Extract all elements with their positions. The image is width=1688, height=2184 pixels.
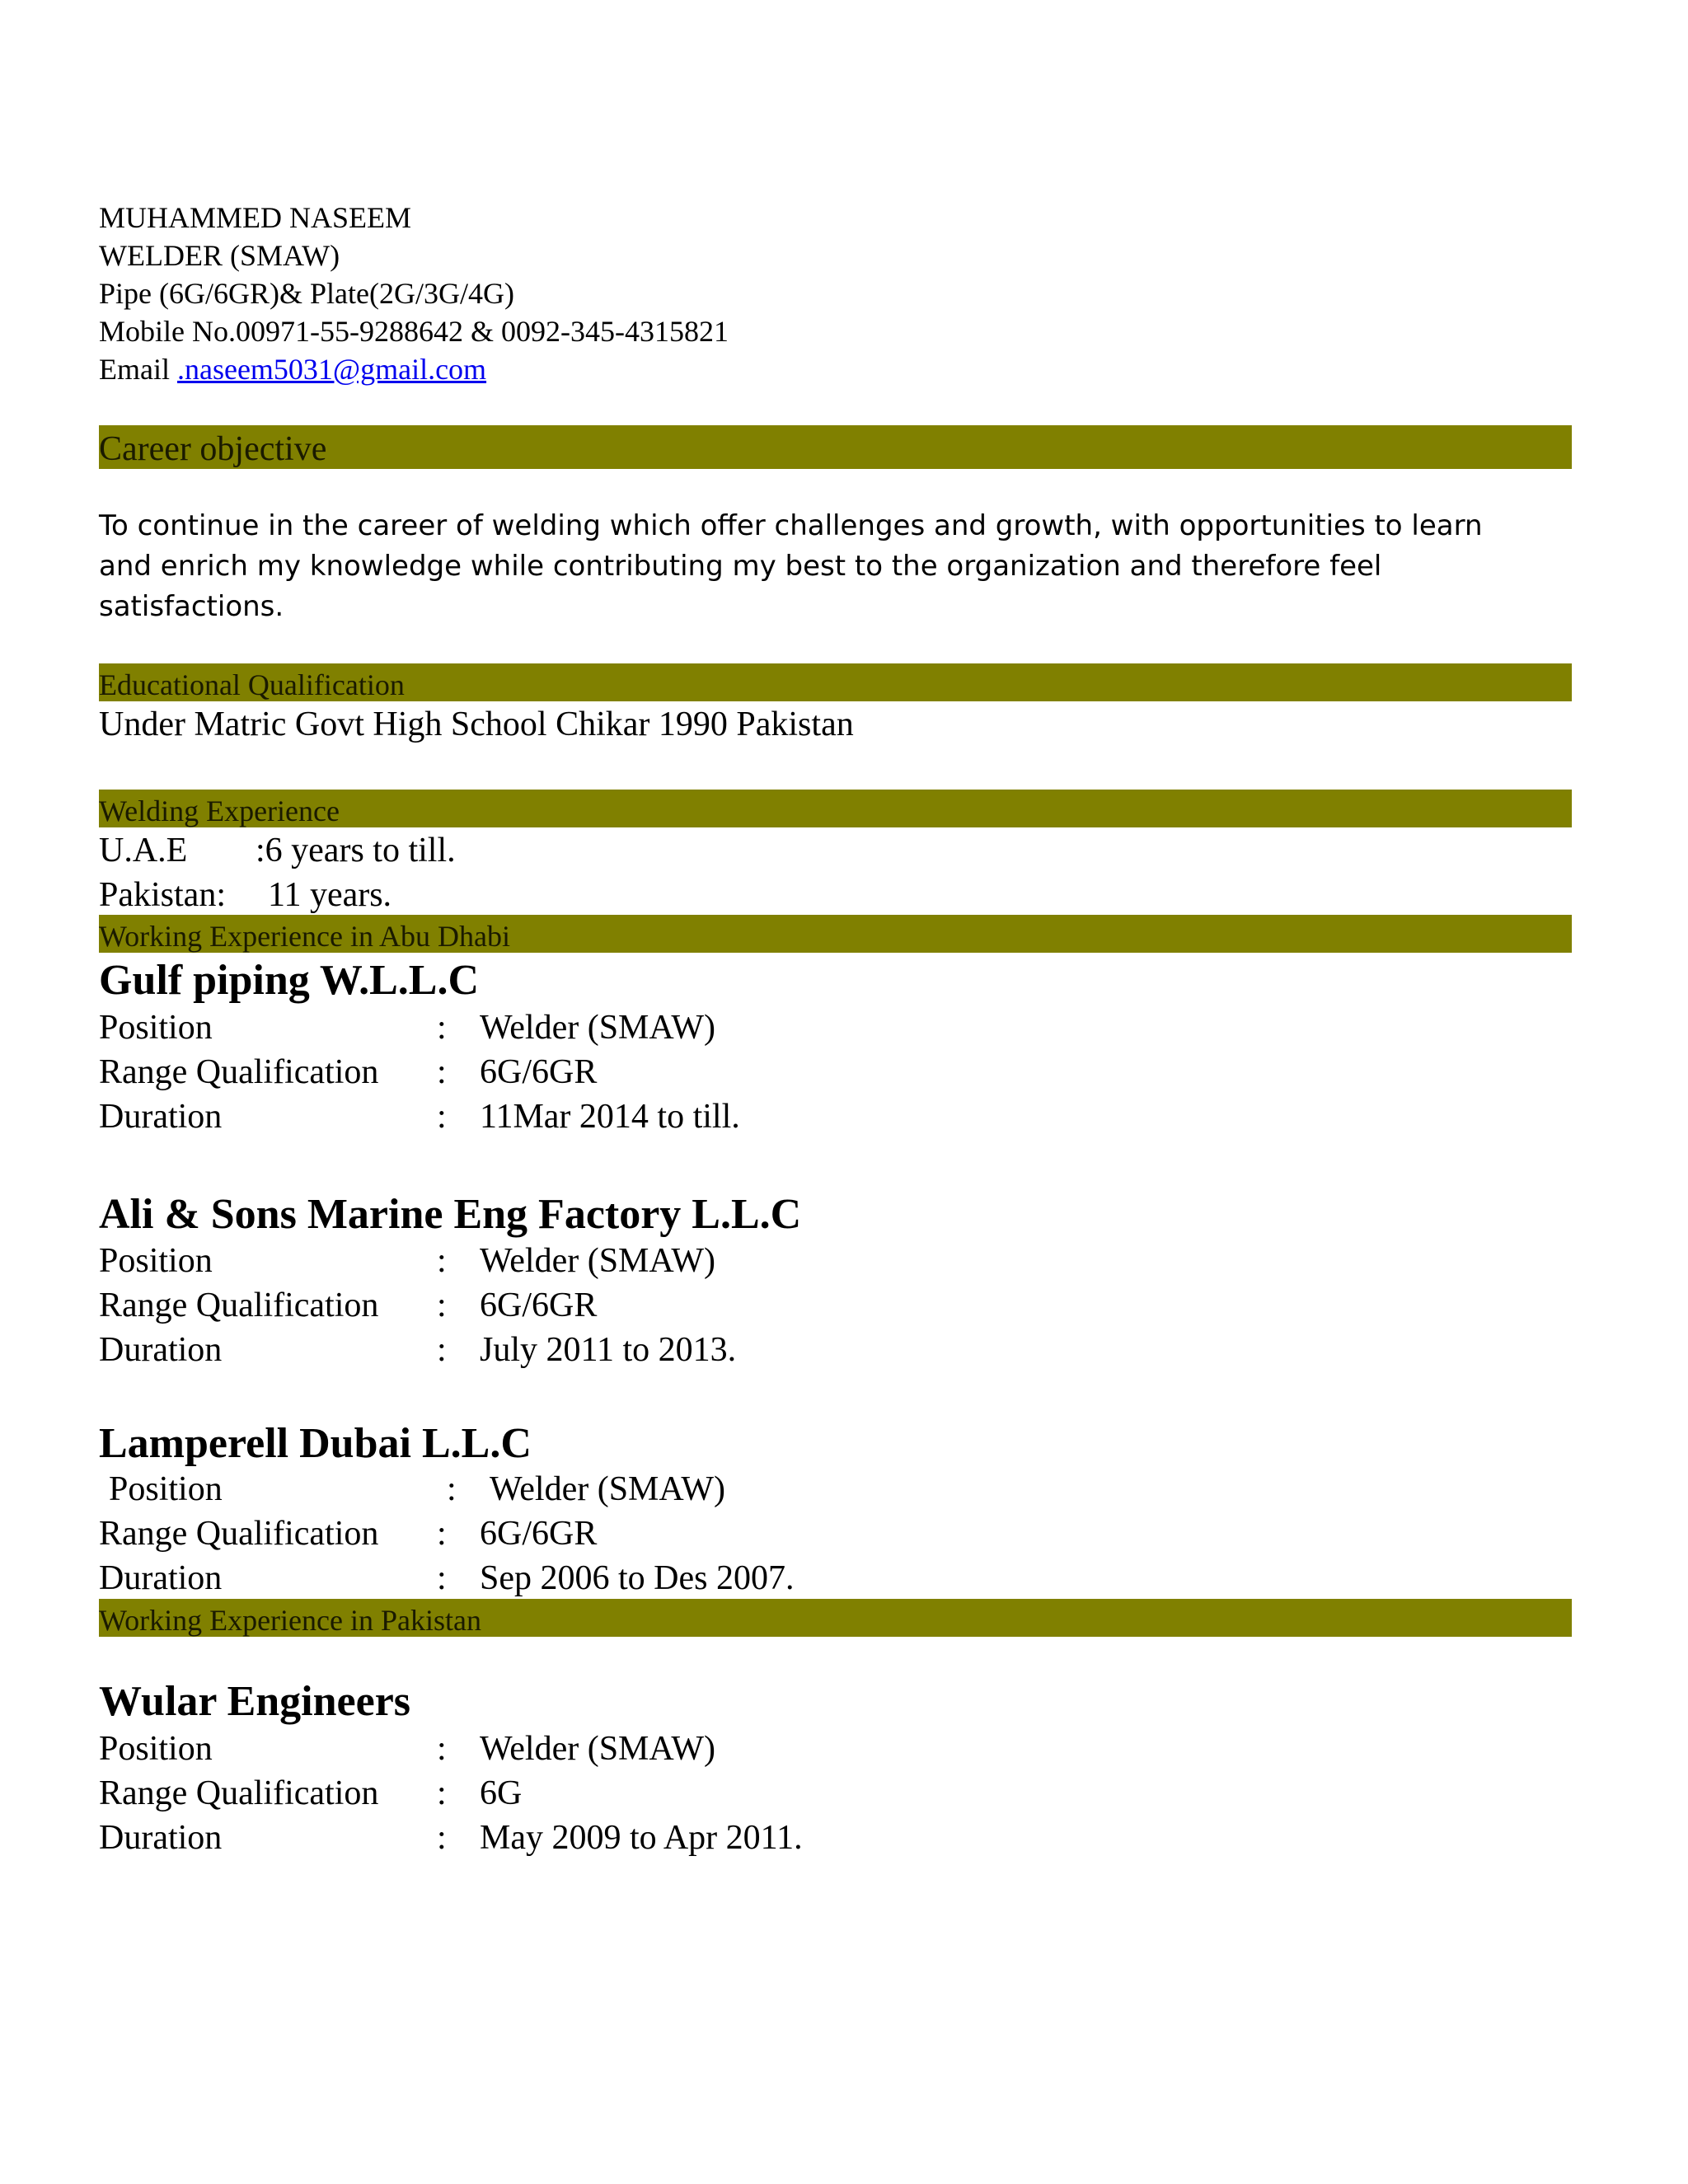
colon: :: [437, 1559, 447, 1597]
section-welding-experience: Welding Experience: [99, 790, 1572, 827]
duration-label: Duration: [99, 1331, 223, 1369]
range-label: Range Qualification: [99, 1286, 379, 1324]
objective-line: and enrich my knowledge while contributing my best to the organization and therefore feel: [99, 550, 1382, 583]
company-name: Lamperell Dubai L.L.C: [99, 1420, 532, 1467]
range-value: 6G: [480, 1774, 523, 1812]
candidate-title: WELDER (SMAW): [99, 239, 340, 272]
colon: :: [437, 1819, 447, 1857]
company-name: Gulf piping W.L.L.C: [99, 957, 479, 1004]
range-label: Range Qualification: [99, 1053, 379, 1091]
position-label: Position: [99, 1009, 213, 1047]
colon: :: [437, 1098, 447, 1136]
education-text: Under Matric Govt High School Chikar 1990 Pakistan: [99, 705, 854, 743]
colon: :: [437, 1730, 447, 1768]
candidate-name: MUHAMMED NASEEM: [99, 201, 412, 234]
objective-line: To continue in the career of welding which offer challenges and growth, with opportunities to learn: [99, 509, 1483, 542]
range-label: Range Qualification: [99, 1515, 379, 1553]
section-career-objective: Career objective: [99, 425, 1572, 469]
range-value: 6G/6GR: [480, 1053, 598, 1091]
company-name: Wular Engineers: [99, 1678, 411, 1725]
duration-label: Duration: [99, 1819, 223, 1857]
candidate-specialization: Pipe (6G/6GR)& Plate(2G/3G/4G): [99, 277, 514, 310]
colon: :: [437, 1286, 447, 1324]
section-abu-dhabi: Working Experience in Abu Dhabi: [99, 915, 1572, 953]
colon: :: [437, 1331, 447, 1369]
duration-value: Sep 2006 to Des 2007.: [480, 1559, 795, 1597]
position-value: Welder (SMAW): [480, 1242, 716, 1280]
section-education: Educational Qualification: [99, 663, 1572, 701]
position-label: Position: [99, 1730, 213, 1768]
range-label: Range Qualification: [99, 1774, 379, 1812]
colon: :: [437, 1009, 447, 1047]
position-label: Position: [109, 1470, 223, 1508]
duration-label: Duration: [99, 1559, 223, 1597]
experience-pakistan-label: Pakistan:: [99, 876, 226, 914]
email-link[interactable]: .naseem5031@gmail.com: [176, 353, 487, 386]
colon: :: [447, 1470, 457, 1508]
duration-value: 11Mar 2014 to till.: [480, 1098, 740, 1136]
company-name: Ali & Sons Marine Eng Factory L.L.C: [99, 1191, 802, 1238]
duration-value: May 2009 to Apr 2011.: [480, 1819, 803, 1857]
objective-line: satisfactions.: [99, 590, 284, 623]
duration-label: Duration: [99, 1098, 223, 1136]
colon: :: [437, 1053, 447, 1091]
colon: :: [437, 1242, 447, 1280]
colon: :: [437, 1774, 447, 1812]
section-pakistan: Working Experience in Pakistan: [99, 1599, 1572, 1637]
position-value: Welder (SMAW): [480, 1730, 716, 1768]
colon: :: [437, 1515, 447, 1553]
email-label: Email: [99, 353, 170, 386]
position-value: Welder (SMAW): [480, 1009, 716, 1047]
range-value: 6G/6GR: [480, 1515, 598, 1553]
experience-uae-value: :6 years to till.: [256, 832, 456, 869]
experience-uae-label: U.A.E: [99, 832, 188, 869]
position-value: Welder (SMAW): [490, 1470, 726, 1508]
candidate-mobile: Mobile No.00971-55-9288642 & 0092-345-4315821: [99, 315, 729, 348]
duration-value: July 2011 to 2013.: [480, 1331, 737, 1369]
career-objective-text: [99, 506, 1582, 627]
email-line: [99, 350, 486, 388]
experience-pakistan-value: 11 years.: [268, 876, 392, 914]
position-label: Position: [99, 1242, 213, 1280]
range-value: 6G/6GR: [480, 1286, 598, 1324]
